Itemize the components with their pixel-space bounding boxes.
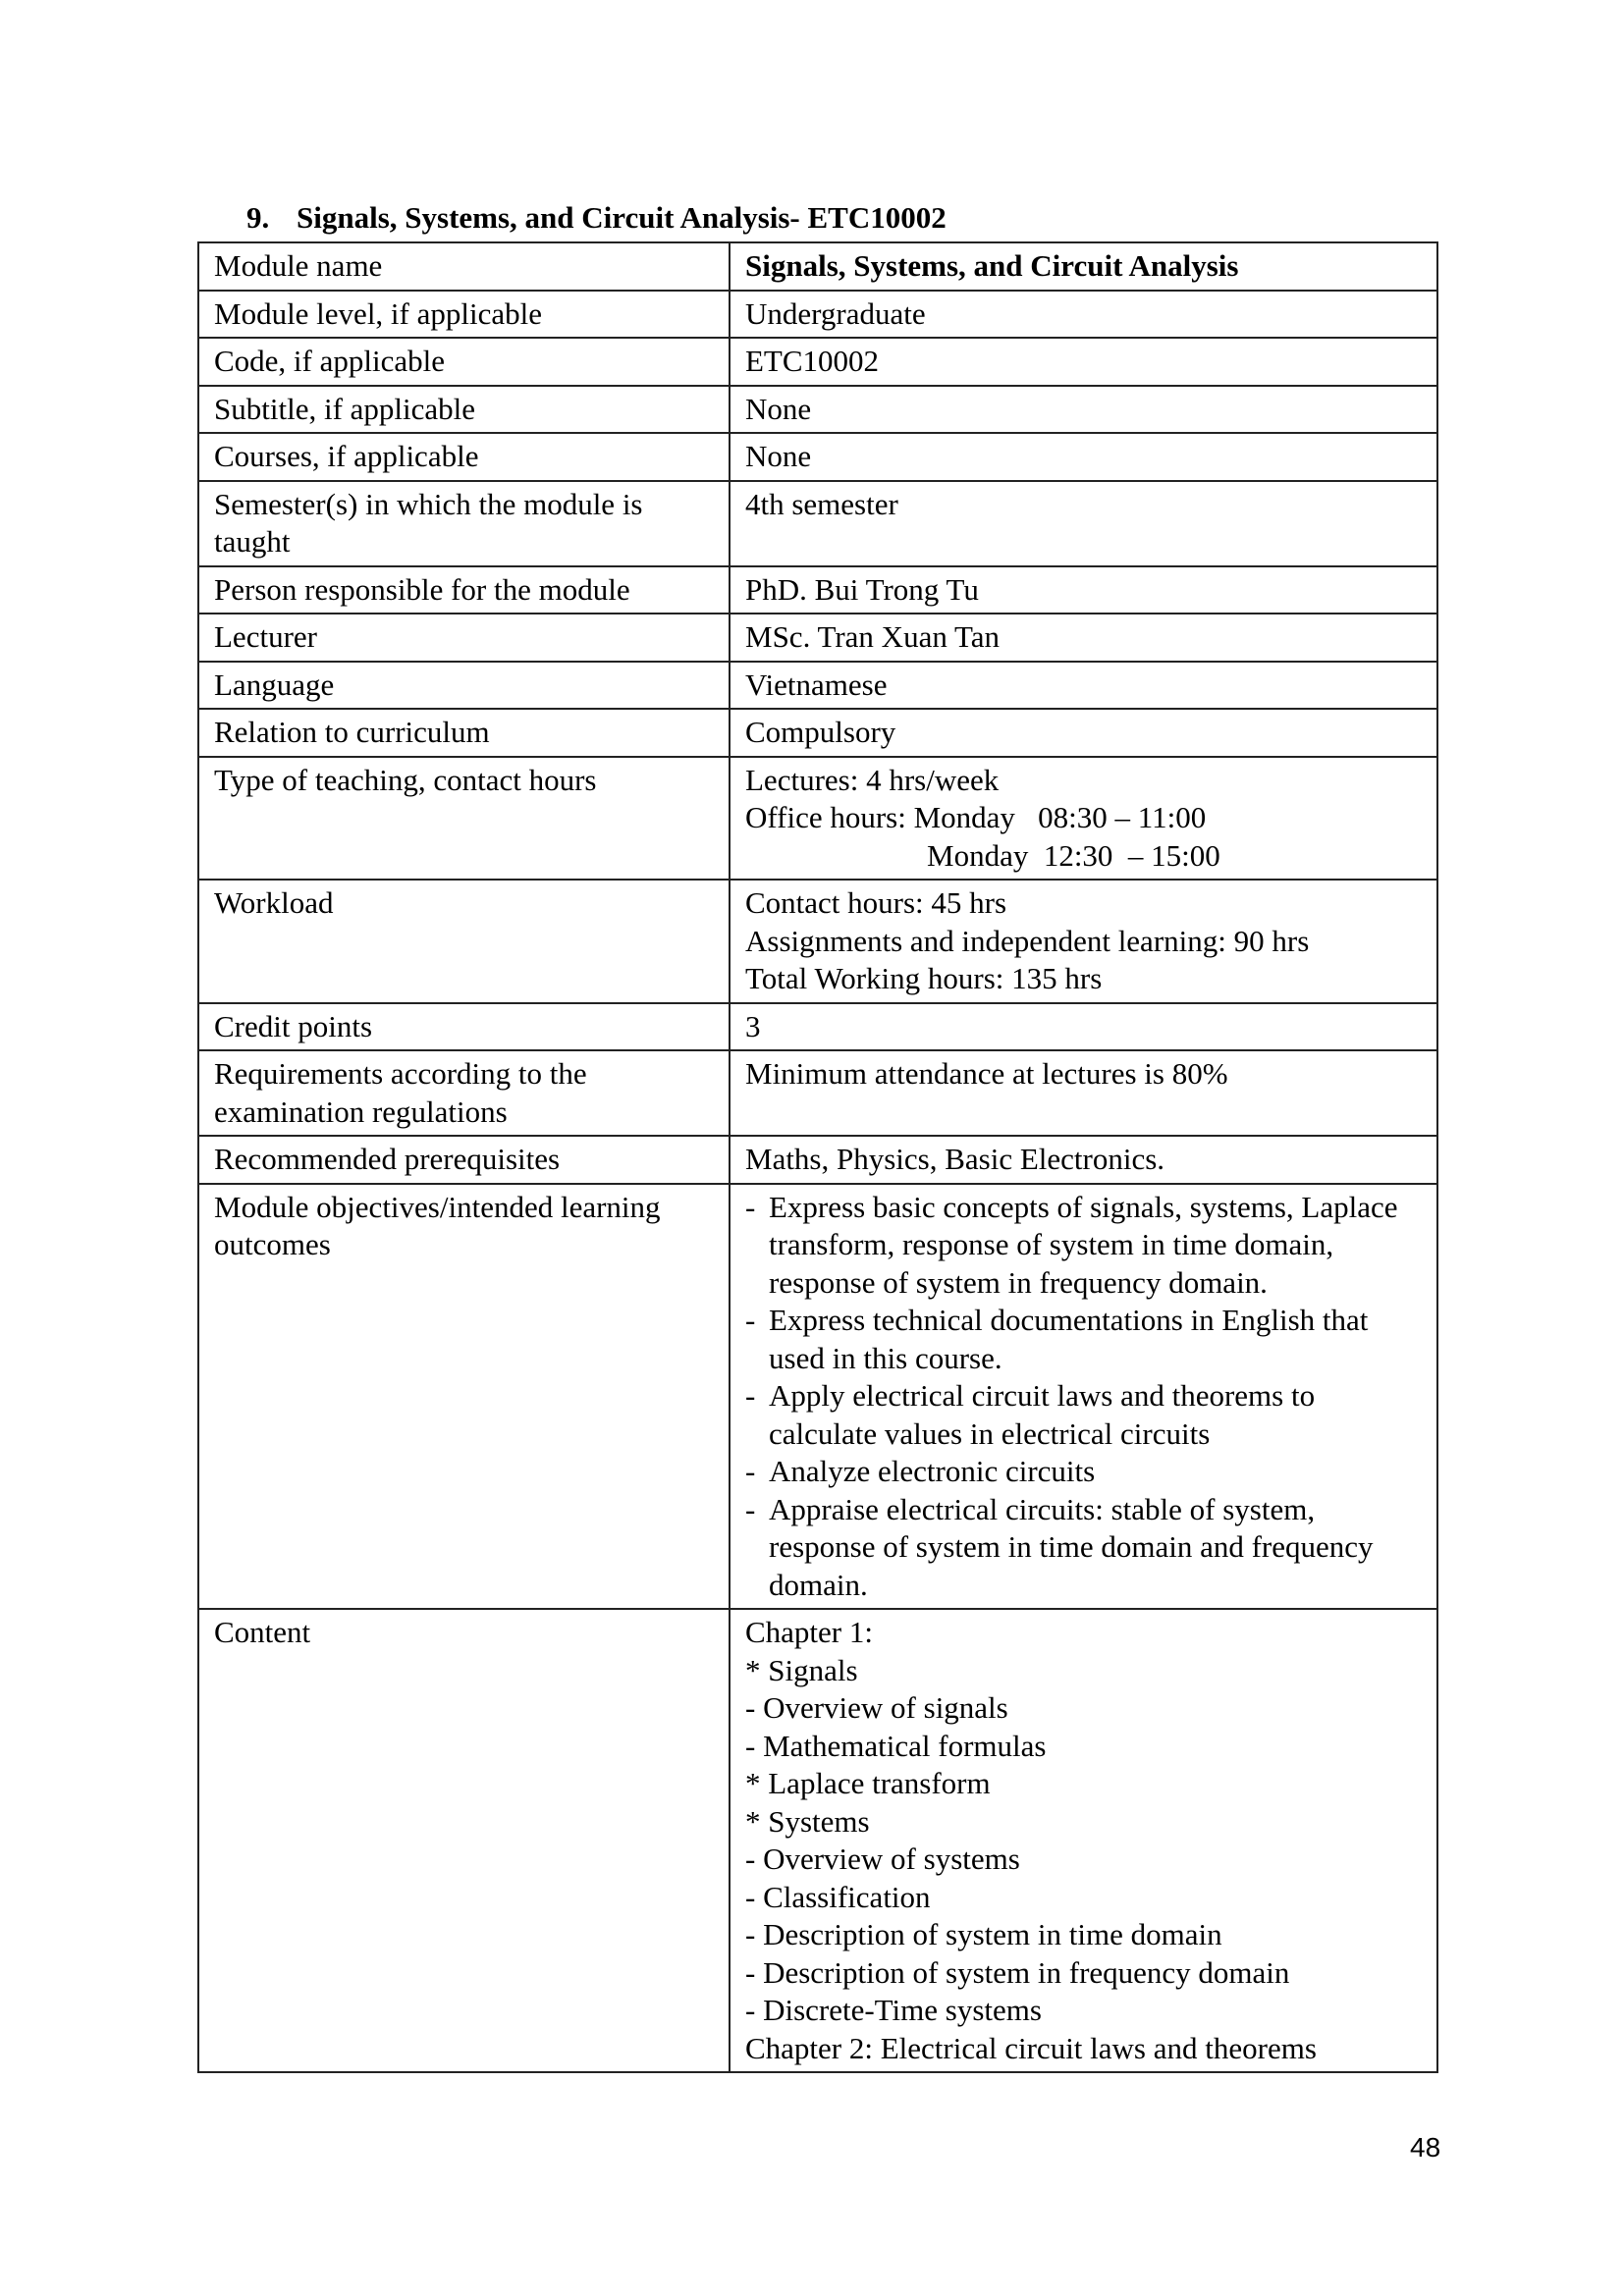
row-label: Requirements according to the examination regulations (198, 1050, 730, 1136)
row-value (730, 757, 1437, 881)
row-label: Relation to curriculum (198, 709, 730, 757)
row-label: Person responsible for the module (198, 566, 730, 614)
objectives-list (745, 1189, 1423, 1605)
row-value (730, 1184, 1437, 1610)
content-line: - Mathematical formulas (745, 1728, 1047, 1763)
row-value: Undergraduate (730, 291, 1437, 339)
list-item: - Appraise electrical circuits: stable of system, response of system in time domain and frequency domain. (745, 1491, 1423, 1605)
list-item: - Express basic concepts of signals, systems, Laplace transform, response of system in time domain, response of system in frequency domain. (745, 1189, 1423, 1303)
table-row (198, 1136, 1437, 1184)
module-spec-table (197, 241, 1438, 2073)
row-value: Minimum attendance at lectures is 80% (730, 1050, 1437, 1136)
row-label: Module name (198, 242, 730, 291)
table-row (198, 1050, 1437, 1136)
table-row (198, 291, 1437, 339)
workload-line: Contact hours: 45 hrs (745, 885, 1007, 920)
row-label: Code, if applicable (198, 338, 730, 386)
table-row (198, 338, 1437, 386)
list-item: - Express technical documentations in English that used in this course. (745, 1302, 1423, 1377)
list-item: - Apply electrical circuit laws and theorems to calculate values in electrical circuits (745, 1377, 1423, 1453)
office-hours-1: Office hours: Monday 08:30 – 11:00 (745, 800, 1207, 834)
content-line: * Laplace transform (745, 1766, 991, 1800)
row-value: None (730, 386, 1437, 434)
office-hours-2: Monday 12:30 – 15:00 (927, 837, 1220, 873)
table-row (198, 1184, 1437, 1610)
row-value: PhD. Bui Trong Tu (730, 566, 1437, 614)
page-number: 48 (1410, 2132, 1441, 2163)
row-label: Courses, if applicable (198, 433, 730, 481)
content-line: - Description of system in frequency domain (745, 1954, 1290, 1990)
table-row (198, 386, 1437, 434)
row-label: Semester(s) in which the module is taught (198, 481, 730, 566)
row-label: Module objectives/intended learning outcomes (198, 1184, 730, 1610)
row-label: Subtitle, if applicable (198, 386, 730, 434)
table-row (198, 880, 1437, 1003)
table-row (198, 1003, 1437, 1051)
row-label: Type of teaching, contact hours (198, 757, 730, 881)
workload-line: Assignments and independent learning: 90 hrs (745, 923, 1310, 958)
content-line: * Systems (745, 1803, 870, 1839)
table-row (198, 1609, 1437, 2072)
workload-line: Total Working hours: 135 hrs (745, 961, 1103, 995)
row-value: None (730, 433, 1437, 481)
content-line: - Overview of signals (745, 1690, 1008, 1725)
lecture-hours: Lectures: 4 hrs/week (745, 762, 1000, 797)
row-label: Workload (198, 880, 730, 1003)
content-line: Chapter 2: Electrical circuit laws and theorems (745, 2030, 1317, 2065)
row-value: Compulsory (730, 709, 1437, 757)
row-label: Content (198, 1609, 730, 2072)
table-row (198, 566, 1437, 614)
content-line: * Signals (745, 1652, 858, 1687)
row-value (730, 880, 1437, 1003)
table-row (198, 481, 1437, 566)
section-number: 9. (246, 200, 270, 235)
table-row (198, 757, 1437, 881)
content-line: - Description of system in time domain (745, 1917, 1222, 1951)
row-label: Module level, if applicable (198, 291, 730, 339)
row-value: Maths, Physics, Basic Electronics. (730, 1136, 1437, 1184)
table-row (198, 662, 1437, 710)
row-value: Signals, Systems, and Circuit Analysis (730, 242, 1437, 291)
content-line: - Discrete-Time systems (745, 1993, 1042, 2027)
table-row (198, 433, 1437, 481)
content-line: Chapter 1: (745, 1615, 873, 1649)
row-label: Language (198, 662, 730, 710)
table-row (198, 709, 1437, 757)
row-label: Recommended prerequisites (198, 1136, 730, 1184)
row-label: Lecturer (198, 614, 730, 662)
row-label: Credit points (198, 1003, 730, 1051)
row-value: ETC10002 (730, 338, 1437, 386)
row-value (730, 1609, 1437, 2072)
list-item: - Analyze electronic circuits (745, 1453, 1423, 1491)
table-row (198, 242, 1437, 291)
row-value: Vietnamese (730, 662, 1437, 710)
section-heading (246, 198, 947, 238)
row-value: 4th semester (730, 481, 1437, 566)
section-title: Signals, Systems, and Circuit Analysis- ETC10002 (297, 200, 947, 235)
row-value: MSc. Tran Xuan Tan (730, 614, 1437, 662)
table-row (198, 614, 1437, 662)
content-line: - Overview of systems (745, 1842, 1020, 1876)
row-value: 3 (730, 1003, 1437, 1051)
content-line: - Classification (745, 1879, 931, 1914)
